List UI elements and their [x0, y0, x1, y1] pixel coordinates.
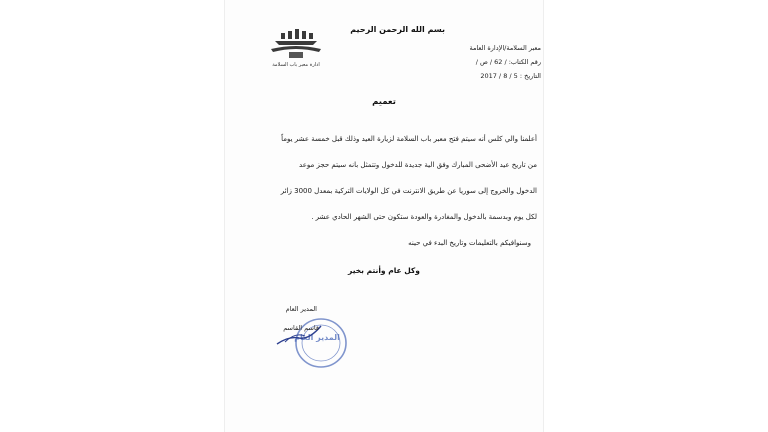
stamp-text: المدير العام: [294, 333, 340, 342]
handwritten-signature-icon: [275, 318, 325, 348]
crossing-logo: [267, 27, 325, 68]
letter-page: [225, 0, 543, 432]
letter-subject: تعميم: [372, 97, 396, 107]
body-line: وسنوافيكم بالتعليمات وتاريخ البدء في حينه: [408, 239, 531, 247]
signatory-title: المدير العام: [285, 305, 317, 313]
body-line: من تاريخ عيد الأضحى المبارك وفق الية جديدة للدخول وتتمثل بانه سيتم حجز موعد: [299, 161, 537, 169]
signatory-name: قاسم القاسم: [283, 324, 319, 332]
organization-name: معبر السلامة/الإدارة العامة: [469, 44, 541, 52]
body-line: الدخول والخروج إلى سوريا عن طريق الانترنت في كل الولايات التركية بمعدل 3000 زائر: [280, 187, 537, 195]
body-line: لكل يوم وبدسمة بالدخول والمغادرة والعودة ستكون حتى الشهر الحادي عشر .: [311, 213, 537, 221]
body-line: أعلمنا والي كلس أنه سيتم فتح معبر باب السلامة لزيارة العيد وذلك قبل خمسة عشر يوماً: [281, 135, 537, 143]
logo-caption: ادارة معبر باب السلامة: [272, 62, 320, 68]
letter-header: [391, 41, 541, 83]
reference-number: رقم الكتاب: / 62 / ص /: [475, 58, 541, 66]
basmala-heading: بسم الله الرحمن الرحيم: [350, 25, 445, 34]
closing-greeting: وكل عام وأنتم بخير: [348, 266, 420, 275]
castle-logo-icon: [267, 27, 325, 61]
letter-body: [237, 126, 537, 256]
letter-date: التاريخ : 5 / 8 / 2017: [480, 72, 541, 80]
